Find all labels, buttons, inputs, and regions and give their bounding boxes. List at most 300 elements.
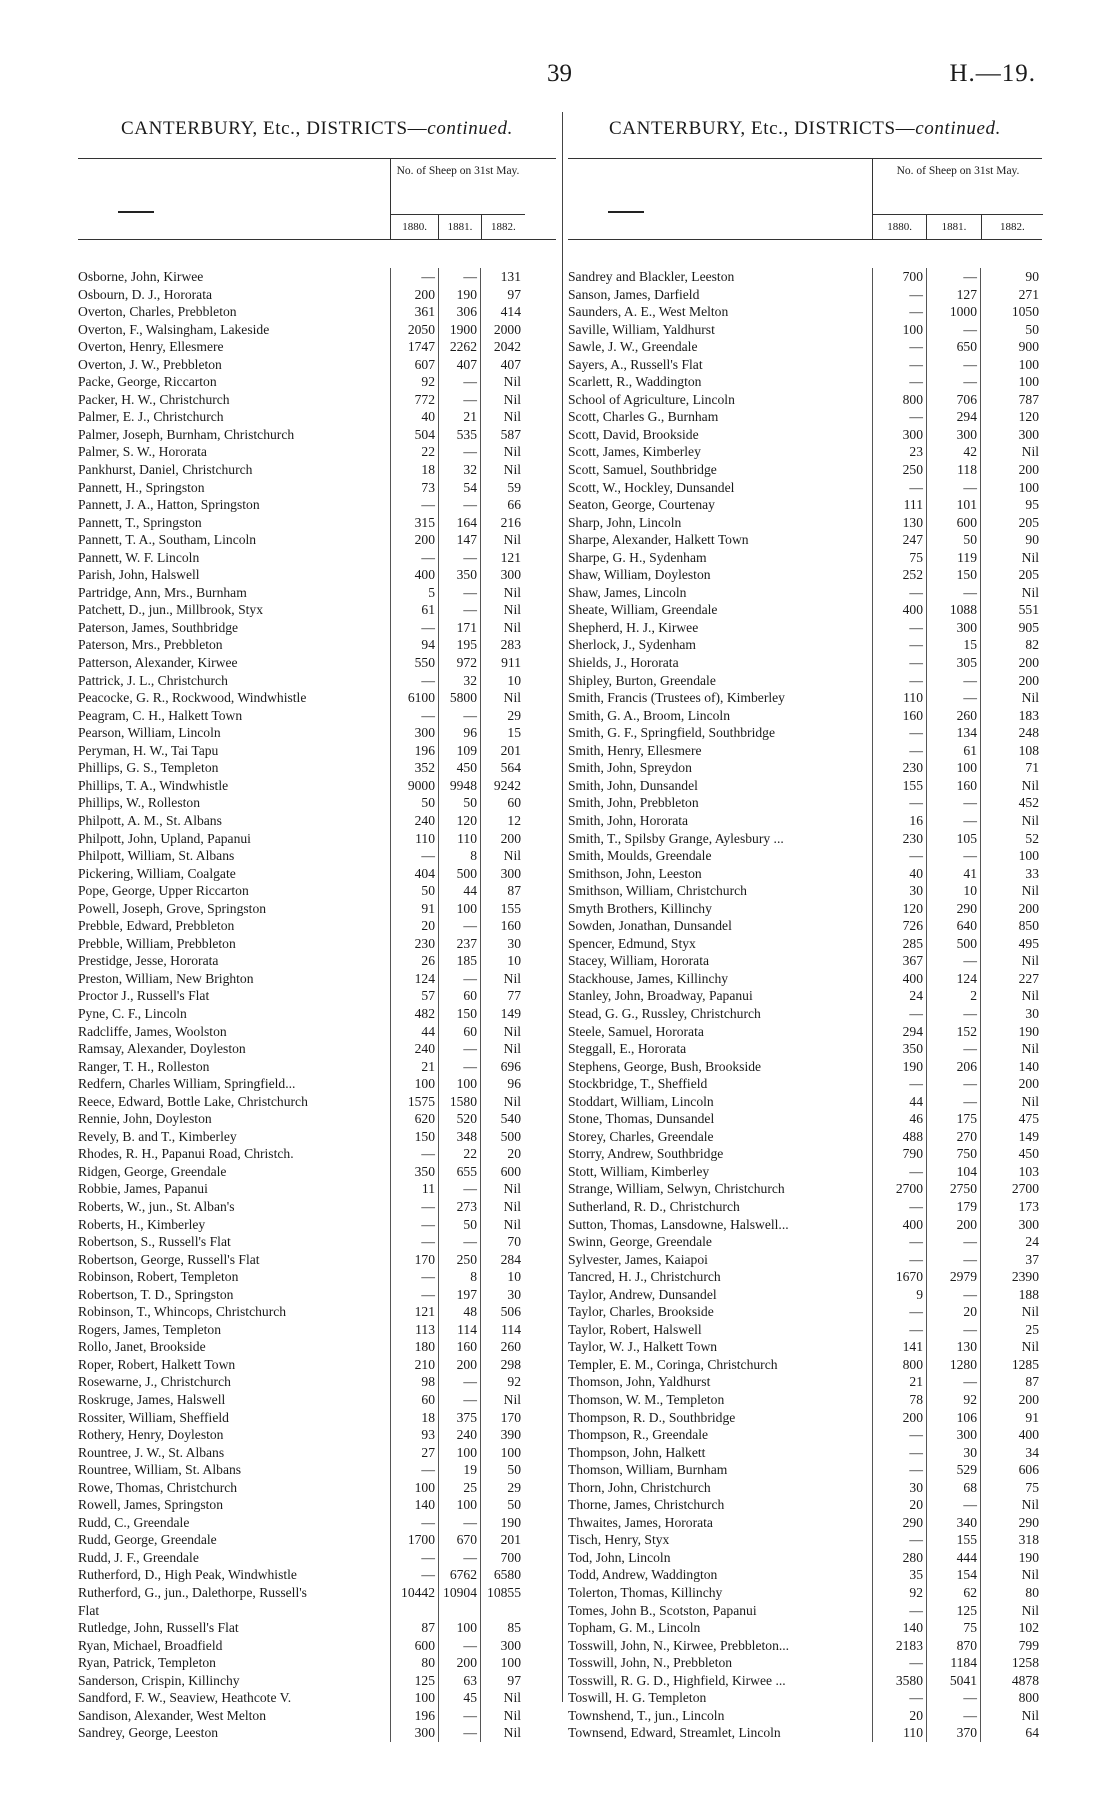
sheep-1880: 40 <box>421 409 435 425</box>
sheep-1880: 110 <box>903 690 923 706</box>
sheep-1881: — <box>963 356 977 372</box>
owner-name: Sanson, James, Darfield <box>568 286 700 302</box>
sheep-1882: 400 <box>1018 1427 1039 1443</box>
table-row <box>78 1409 556 1427</box>
sheep-1882: 50 <box>507 1497 521 1513</box>
sheep-1882: 92 <box>507 1374 521 1390</box>
owner-name: Stone, Thomas, Dunsandel <box>568 1111 715 1127</box>
sheep-1882: 149 <box>500 1005 521 1021</box>
owner-name: Patchett, D., jun., Millbrook, Styx <box>78 602 264 618</box>
table-row <box>78 935 556 953</box>
sheep-1881: 30 <box>963 1444 977 1460</box>
sheep-1880: 200 <box>902 1409 923 1425</box>
sheep-1880: — <box>909 1304 923 1320</box>
sheep-1881: 10 <box>963 883 977 899</box>
sheep-1882: 64 <box>1025 1725 1039 1741</box>
owner-name: Sharpe, G. H., Sydenham <box>568 549 707 565</box>
table-row <box>568 1654 1042 1672</box>
sheep-1881: 2 <box>970 988 977 1004</box>
owner-name: Palmer, E. J., Christchurch <box>78 409 224 425</box>
owner-name: Stoddart, William, Lincoln <box>568 1093 714 1109</box>
sheep-1882: 248 <box>1018 725 1039 741</box>
sheep-1882: 283 <box>500 637 521 653</box>
table-row <box>78 794 556 812</box>
sheep-1882: 60 <box>507 795 521 811</box>
sheep-1882: 59 <box>507 479 521 495</box>
sheep-1882: 500 <box>500 1128 521 1144</box>
sheep-1882: 205 <box>1018 567 1039 583</box>
table-row <box>78 321 556 339</box>
table-row <box>568 338 1042 356</box>
sheep-1880: — <box>421 1286 435 1302</box>
owner-name: Tomes, John B., Scotston, Papanui <box>568 1602 757 1618</box>
table-row <box>78 1356 556 1374</box>
table-row <box>568 707 1042 725</box>
owner-name: Stead, G. G., Russley, Christchurch <box>568 1005 761 1021</box>
sheep-1880: 30 <box>909 1479 923 1495</box>
sheep-1882: 183 <box>1018 707 1039 723</box>
sheep-1881: 375 <box>456 1409 477 1425</box>
sheep-1880: 30 <box>909 883 923 899</box>
right-header-dash <box>608 211 644 213</box>
left-year-headers <box>391 214 525 239</box>
table-row <box>78 1426 556 1444</box>
table-row <box>568 356 1042 374</box>
sheep-1882: 201 <box>500 742 521 758</box>
sheep-1880: 124 <box>414 970 435 986</box>
sheep-1881: — <box>963 690 977 706</box>
left-table-header <box>78 158 556 240</box>
sheep-1882: 114 <box>501 1321 521 1337</box>
owner-name: Patterson, Alexander, Kirwee <box>78 655 238 671</box>
sheep-1880: 98 <box>421 1374 435 1390</box>
sheep-1882: 10855 <box>487 1585 521 1601</box>
table-row <box>568 987 1042 1005</box>
sheep-1882: 10 <box>507 1269 521 1285</box>
sheep-1882: 506 <box>500 1304 521 1320</box>
sheep-1880: — <box>421 549 435 565</box>
sheep-1880: 120 <box>902 900 923 916</box>
owner-name: Stephens, George, Bush, Brookside <box>568 1058 762 1074</box>
sheep-1882: Nil <box>503 1198 521 1214</box>
owner-name: Tosswill, R. G. D., Highfield, Kirwee ... <box>568 1672 786 1688</box>
sheep-1882: 284 <box>500 1251 521 1267</box>
sheep-1880: 3580 <box>895 1672 923 1688</box>
sheep-1881: 100 <box>456 900 477 916</box>
right-column <box>568 118 1042 1742</box>
owner-name: Thompson, R. D., Southbridge <box>568 1409 736 1425</box>
table-row <box>78 707 556 725</box>
sheep-1880: 700 <box>902 269 923 284</box>
table-row <box>568 443 1042 461</box>
owner-name: Smith, John, Dunsandel <box>568 777 698 793</box>
sheep-1880: 170 <box>414 1251 435 1267</box>
owner-name: Tolerton, Thomas, Killinchy <box>568 1585 723 1601</box>
table-row <box>78 356 556 374</box>
owner-name: Robinson, T., Whincops, Christchurch <box>78 1304 287 1320</box>
sheep-1880: — <box>909 725 923 741</box>
sheep-1882: 450 <box>1018 1146 1039 1162</box>
sheep-1882: 29 <box>507 1479 521 1495</box>
sheep-1882: 50 <box>1025 321 1039 337</box>
owner-name: Sharpe, Alexander, Halkett Town <box>568 532 749 548</box>
table-row <box>78 1637 556 1655</box>
table-row <box>568 479 1042 497</box>
owner-name: Parish, John, Halswell <box>78 567 200 583</box>
table-row <box>568 724 1042 742</box>
sheep-1882: 90 <box>1025 532 1039 548</box>
table-row <box>568 286 1042 304</box>
owner-name: Sheate, William, Greendale <box>568 602 718 618</box>
sheep-1882: 82 <box>1025 637 1039 653</box>
sheep-1881: 104 <box>956 1163 977 1179</box>
sheep-1881: — <box>963 1041 977 1057</box>
sheep-1881: 348 <box>456 1128 477 1144</box>
sheep-1882: 2390 <box>1011 1269 1039 1285</box>
table-row <box>78 882 556 900</box>
table-row <box>78 268 556 286</box>
sheep-1881: 100 <box>456 1620 477 1636</box>
sheep-1880 <box>390 1602 438 1620</box>
sheep-1880: 240 <box>414 812 435 828</box>
sheep-1880: 100 <box>414 1479 435 1495</box>
sheep-1880: 200 <box>414 286 435 302</box>
sheep-1882: Nil <box>1021 953 1039 969</box>
table-row <box>568 496 1042 514</box>
sheep-1881 <box>438 1602 480 1620</box>
table-row <box>568 952 1042 970</box>
sheep-1881: — <box>963 1076 977 1092</box>
sheep-1880: 1700 <box>407 1532 435 1548</box>
owner-name: Rhodes, R. H., Papanui Road, Christch. <box>78 1146 294 1162</box>
table-row <box>78 1514 556 1532</box>
sheep-1880: — <box>421 707 435 723</box>
sheep-1880: — <box>909 619 923 635</box>
table-row <box>568 970 1042 988</box>
owner-name: Ryan, Michael, Broadfield <box>78 1637 223 1653</box>
sheep-1880: 1575 <box>407 1093 435 1109</box>
sheep-1881: 206 <box>956 1058 977 1074</box>
sheep-1881: 2262 <box>449 339 477 355</box>
left-sheep-header <box>390 159 525 239</box>
table-row <box>78 496 556 514</box>
sheep-1880: 607 <box>414 356 435 372</box>
owner-name: Shaw, William, Doyleston <box>568 567 711 583</box>
right-title-continued: continued. <box>915 118 1001 139</box>
owner-name: Preston, William, New Brighton <box>78 970 254 986</box>
owner-name: Rowe, Thomas, Christchurch <box>78 1479 238 1495</box>
sheep-1880: 2050 <box>407 321 435 337</box>
sheep-1881: — <box>463 1514 477 1530</box>
sheep-1881: 100 <box>956 760 977 776</box>
table-row <box>78 286 556 304</box>
sheep-1881: — <box>963 672 977 688</box>
sheep-1881: 160 <box>456 1339 477 1355</box>
sheep-1881: 273 <box>456 1198 477 1214</box>
owner-name: Osbourn, D. J., Hororata <box>78 286 213 302</box>
sheep-1880: 155 <box>902 777 923 793</box>
owner-name: Sutton, Thomas, Lansdowne, Halswell... <box>568 1216 789 1232</box>
owner-name: Ramsay, Alexander, Doyleston <box>78 1041 246 1057</box>
table-row <box>568 1251 1042 1269</box>
sheep-1881: — <box>463 1392 477 1407</box>
table-row <box>568 742 1042 760</box>
table-row <box>568 1128 1042 1146</box>
sheep-1881: 92 <box>963 1392 977 1407</box>
sheep-1881: 10904 <box>443 1585 477 1601</box>
sheep-1881: 54 <box>463 479 477 495</box>
sheep-1880: 150 <box>414 1128 435 1144</box>
left-column <box>78 118 556 1742</box>
sheep-1880: — <box>421 619 435 635</box>
sheep-1882: 200 <box>1018 655 1039 671</box>
sheep-1880: 27 <box>421 1444 435 1460</box>
table-row <box>568 1707 1042 1725</box>
sheep-1882: 33 <box>1025 865 1039 881</box>
owner-name: Storry, Andrew, Southbridge <box>568 1146 724 1162</box>
owner-name: Peagram, C. H., Halkett Town <box>78 707 243 723</box>
owner-name: Smith, John, Prebbleton <box>568 795 699 811</box>
sheep-1880: 620 <box>414 1111 435 1127</box>
owner-name: Thompson, R., Greendale <box>568 1427 709 1443</box>
sheep-1882: 70 <box>507 1234 521 1250</box>
table-row <box>568 1023 1042 1041</box>
sheep-1882: 87 <box>1025 1374 1039 1390</box>
owner-name: Stackhouse, James, Killinchy <box>568 970 729 986</box>
right-table-body <box>568 268 1042 1742</box>
table-row <box>78 1005 556 1023</box>
sheep-1881: 127 <box>956 286 977 302</box>
sheep-1881: — <box>963 848 977 864</box>
sheep-1881: 150 <box>456 1005 477 1021</box>
sheep-1881: 195 <box>456 637 477 653</box>
sheep-1882: 800 <box>1018 1690 1039 1706</box>
sheep-1882: 900 <box>1018 339 1039 355</box>
left-year-1882: 1882. <box>481 215 525 239</box>
sheep-1880: — <box>909 1690 923 1706</box>
owner-name: Prebble, Edward, Prebbleton <box>78 918 235 934</box>
sheep-1882: 300 <box>1018 1216 1039 1232</box>
sheep-1881: — <box>463 374 477 390</box>
sheep-1882: 200 <box>1018 1392 1039 1407</box>
table-row <box>568 882 1042 900</box>
owner-name: Overton, Henry, Ellesmere <box>78 339 224 355</box>
owner-name: Rollo, Janet, Brookside <box>78 1339 206 1355</box>
sheep-1882: 100 <box>1018 848 1039 864</box>
sheep-1882: 787 <box>1018 391 1039 407</box>
owner-name: Pattrick, J. L., Christchurch <box>78 672 228 688</box>
table-row <box>568 1373 1042 1391</box>
sheep-1880: 488 <box>902 1128 923 1144</box>
sheep-1880: 790 <box>902 1146 923 1162</box>
sheep-1882: 452 <box>1018 795 1039 811</box>
sheep-1880: 111 <box>903 497 923 513</box>
sheep-1881: 50 <box>463 795 477 811</box>
sheep-1882: Nil <box>503 462 521 478</box>
sheep-1882: Nil <box>503 848 521 864</box>
sheep-1881: — <box>463 1707 477 1723</box>
owner-name: Stanley, John, Broadway, Papanui <box>568 988 753 1004</box>
table-row <box>78 987 556 1005</box>
table-row <box>568 1268 1042 1286</box>
sheep-1882: 30 <box>507 935 521 951</box>
sheep-1882: 4878 <box>1011 1672 1039 1688</box>
sheep-1880: 800 <box>902 391 923 407</box>
sheep-1882: 850 <box>1018 918 1039 934</box>
owner-name: Philpott, A. M., St. Albans <box>78 812 222 828</box>
sheep-1881: 5041 <box>949 1672 977 1688</box>
table-row <box>78 689 556 707</box>
sheep-1880: 290 <box>902 1514 923 1530</box>
sheep-1882: 71 <box>1025 760 1039 776</box>
table-row <box>568 408 1042 426</box>
sheep-1882: Nil <box>1021 444 1039 460</box>
table-row <box>568 777 1042 795</box>
sheep-1881: 42 <box>963 444 977 460</box>
owner-name: Taylor, W. J., Halkett Town <box>568 1339 718 1355</box>
owner-name: Rudd, J. F., Greendale <box>78 1549 199 1565</box>
owner-name: Thomson, William, Burnham <box>568 1462 728 1478</box>
sheep-1882: 298 <box>500 1356 521 1372</box>
owner-name: Proctor J., Russell's Flat <box>78 988 210 1004</box>
sheep-1882: 20 <box>507 1146 521 1162</box>
table-row <box>568 1005 1042 1023</box>
sheep-1881: 5800 <box>449 690 477 706</box>
sheep-1881: 2750 <box>949 1181 977 1197</box>
sheep-1880: — <box>421 1269 435 1285</box>
table-row <box>568 636 1042 654</box>
sheep-1880: 350 <box>414 1163 435 1179</box>
sheep-1882: 140 <box>1018 1058 1039 1074</box>
sheep-1881: — <box>463 584 477 600</box>
sheep-1881: 500 <box>956 935 977 951</box>
owner-name: Tosswill, John, N., Prebbleton <box>568 1655 733 1671</box>
owner-name: Toswill, H. G. Templeton <box>568 1690 707 1706</box>
sheep-1882: Nil <box>503 970 521 986</box>
table-row <box>78 636 556 654</box>
sheep-1882: 90 <box>1025 269 1039 284</box>
table-row <box>568 566 1042 584</box>
sheep-1881: — <box>463 602 477 618</box>
table-row <box>568 601 1042 619</box>
table-row <box>568 1180 1042 1198</box>
sheep-1881: 1184 <box>950 1655 977 1671</box>
sheep-1882: 34 <box>1025 1444 1039 1460</box>
owner-name: Thorne, James, Christchurch <box>568 1497 725 1513</box>
sheep-1882: Nil <box>503 1392 521 1407</box>
right-year-headers <box>873 214 1043 239</box>
table-row <box>78 461 556 479</box>
sheep-1882: 91 <box>1025 1409 1039 1425</box>
owner-name: Stacey, William, Hororata <box>568 953 710 969</box>
sheep-1880: 60 <box>421 1392 435 1407</box>
table-row <box>78 672 556 690</box>
sheep-1882: Nil <box>1021 1304 1039 1320</box>
right-sheep-caption: No. of Sheep on 31st May. <box>896 165 1020 177</box>
owner-name: Smyth Brothers, Killinchy <box>568 900 712 916</box>
sheep-1882: 131 <box>500 269 521 284</box>
sheep-1881: 1280 <box>949 1356 977 1372</box>
sheep-1881: 8 <box>470 848 477 864</box>
table-row <box>568 865 1042 883</box>
table-row <box>568 1514 1042 1532</box>
table-row <box>78 1180 556 1198</box>
sheep-1882: Nil <box>503 391 521 407</box>
owner-name: Pannett, W. F. Lincoln <box>78 549 200 565</box>
sheep-1882: 12 <box>507 812 521 828</box>
owner-name: Scott, David, Brookside <box>568 426 699 442</box>
sheep-1880: — <box>909 1532 923 1548</box>
table-row <box>78 601 556 619</box>
sheep-1880: 1747 <box>407 339 435 355</box>
sheep-1882: 200 <box>500 830 521 846</box>
sheep-1880: 50 <box>421 795 435 811</box>
sheep-1882: Nil <box>1021 1497 1039 1513</box>
sheep-1881: 160 <box>956 777 977 793</box>
table-row <box>568 794 1042 812</box>
sheep-1882: Nil <box>1021 584 1039 600</box>
table-row <box>78 1724 556 1742</box>
sheep-1880: — <box>421 1234 435 1250</box>
sheep-1881: 130 <box>956 1339 977 1355</box>
sheep-1881: 300 <box>956 426 977 442</box>
owner-name: Smith, G. F., Springfield, Southbridge <box>568 725 775 741</box>
sheep-1882 <box>480 1602 524 1620</box>
sheep-1880: 160 <box>902 707 923 723</box>
sheep-1880: — <box>909 584 923 600</box>
table-row <box>568 1531 1042 1549</box>
table-row <box>78 373 556 391</box>
owner-name: Powell, Joseph, Grove, Springston <box>78 900 267 916</box>
sheep-1880: 400 <box>902 970 923 986</box>
table-row <box>78 1110 556 1128</box>
sheep-1882: 905 <box>1018 619 1039 635</box>
sheep-1881: — <box>463 444 477 460</box>
sheep-1882: 155 <box>500 900 521 916</box>
table-row <box>568 1566 1042 1584</box>
sheep-1880: 20 <box>909 1497 923 1513</box>
sheep-1881: 197 <box>456 1286 477 1302</box>
right-sheep-header <box>872 159 1043 239</box>
right-year-1882: 1882. <box>981 215 1043 239</box>
table-row <box>568 1479 1042 1497</box>
table-row <box>78 1321 556 1339</box>
sheep-1880: — <box>909 672 923 688</box>
sheep-1881: 529 <box>956 1462 977 1478</box>
owner-name: Saunders, A. E., West Melton <box>568 304 729 320</box>
sheep-1882: 2700 <box>1011 1181 1039 1197</box>
sheep-1880: — <box>421 1567 435 1583</box>
page-number: 39 <box>547 60 572 87</box>
table-row <box>78 1672 556 1690</box>
table-row <box>568 1286 1042 1304</box>
sheep-1882: 10 <box>507 672 521 688</box>
sheep-1881: 750 <box>956 1146 977 1162</box>
sheep-1881: — <box>963 374 977 390</box>
table-row <box>568 1584 1042 1602</box>
sheep-1882: Nil <box>503 532 521 548</box>
sheep-1880: 504 <box>414 426 435 442</box>
sheep-1880: — <box>909 356 923 372</box>
table-row <box>568 584 1042 602</box>
sheep-1881: — <box>463 970 477 986</box>
owner-name: Taylor, Andrew, Dunsandel <box>568 1286 717 1302</box>
sheep-1882: 190 <box>500 1514 521 1530</box>
sheep-1880: 230 <box>414 935 435 951</box>
sheep-1882: Nil <box>503 444 521 460</box>
sheep-1880: 250 <box>902 462 923 478</box>
right-title-main: CANTERBURY, Etc., DISTRICTS— <box>609 118 916 139</box>
